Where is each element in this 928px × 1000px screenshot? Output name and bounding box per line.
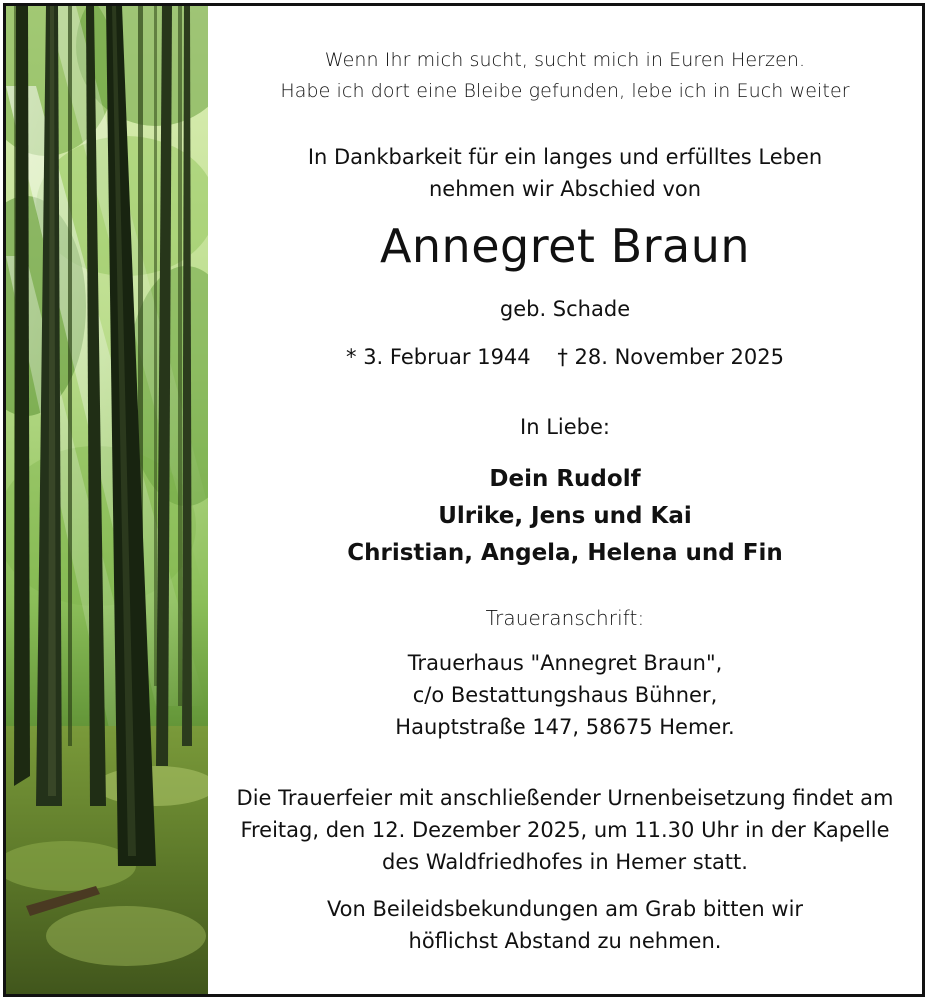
birth-name: geb. Schade <box>499 297 631 321</box>
request-line-2: höflichst Abstand zu nehmen. <box>408 929 722 953</box>
address-line-2: c/o Bestattungshaus Bühner, <box>412 683 718 707</box>
ceremony-line-2: Freitag, den 12. Dezember 2025, um 11.30 Uhr in der Kapelle <box>240 818 890 842</box>
deceased-name: Annegret Braun <box>379 219 751 273</box>
family-line-3: Christian, Angela, Helena und Fin <box>347 540 783 566</box>
notice-content <box>208 6 922 994</box>
forest-photo <box>6 6 208 994</box>
poem-line-2: Habe ich dort eine Bleibe gefunden, lebe ich in Euch weiter <box>280 80 850 102</box>
address-label: Traueranschrift: <box>485 606 645 630</box>
family-line-1: Dein Rudolf <box>489 466 641 492</box>
ceremony-line-3: des Waldfriedhofes in Hemer statt. <box>382 850 748 874</box>
intro-line-2: nehmen wir Abschied von <box>428 177 702 201</box>
address-line-1: Trauerhaus "Annegret Braun", <box>407 651 723 675</box>
love-label: In Liebe: <box>520 415 610 439</box>
address-line-3: Hauptstraße 147, 58675 Hemer. <box>395 715 735 739</box>
ceremony-line-1: Die Trauerfeier mit anschließender Urnenbeisetzung findet am <box>236 786 894 810</box>
family-line-2: Ulrike, Jens und Kai <box>438 503 692 529</box>
poem-line-1: Wenn Ihr mich sucht, sucht mich in Euren Herzen. <box>324 49 806 71</box>
obituary-notice <box>3 3 925 997</box>
life-dates: * 3. Februar 1944 † 28. November 2025 <box>346 345 784 369</box>
intro-line-1: In Dankbarkeit für ein langes und erfülltes Leben <box>307 145 823 169</box>
request-line-1: Von Beileidsbekundungen am Grab bitten wir <box>326 897 804 921</box>
